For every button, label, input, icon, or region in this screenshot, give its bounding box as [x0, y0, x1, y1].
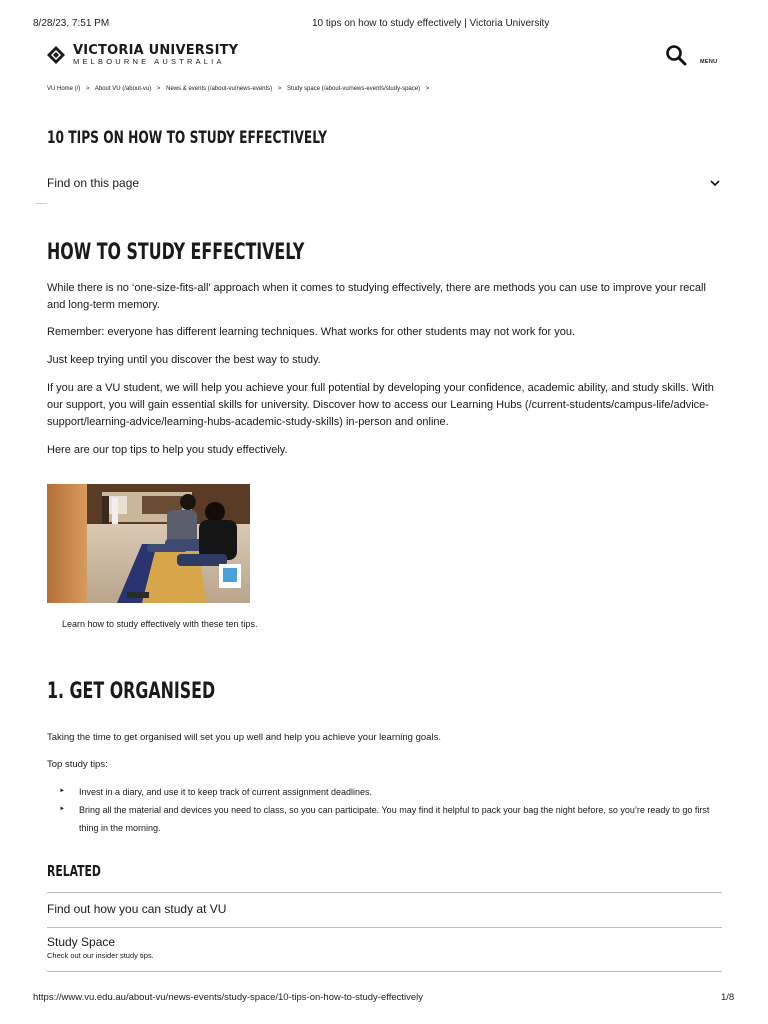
- print-title: 10 tips on how to study effectively | Victoria University: [312, 18, 550, 29]
- logo-subtitle: MELBOURNE AUSTRALIA: [73, 57, 225, 66]
- breadcrumb-separator: >: [277, 86, 282, 92]
- related-heading: RELATED: [47, 862, 101, 880]
- find-on-page-toggle[interactable]: Find on this page: [47, 176, 140, 190]
- get-organised-intro: Taking the time to get organised will set you up well and help you achieve your learning goals.: [47, 732, 441, 743]
- list-item: ‣ Invest in a diary, and use it to keep track of current assignment deadlines.: [47, 783, 727, 801]
- related-link-study-at-vu[interactable]: Find out how you can study at VU: [47, 902, 227, 916]
- paragraph-learning-hubs: If you are a VU student, we will help you achieve your full potential by developing your confidence, academic ability, and study skills. With our support, you will gain essential skills for university. Discover how to access our Learning Hubs (/current-students/campus-life/advice-support/learning-advice/learning-hubs-academic-study-skills) in-person and online.: [47, 382, 714, 428]
- intro-paragraph: While there is no ‘one-size-fits-all’ approach when it comes to studying effectively, there are methods you can use to improve your recall and long-term memory.: [47, 282, 706, 311]
- breadcrumb-home[interactable]: VU Home (/): [47, 86, 81, 92]
- breadcrumb: [47, 86, 433, 92]
- breadcrumb-separator: >: [156, 86, 161, 92]
- paragraph-top-tips: Here are our top tips to help you study effectively.: [47, 444, 288, 456]
- divider: [47, 892, 722, 893]
- breadcrumb-study-space[interactable]: Study space (/about-vu/news-events/study-space): [287, 86, 421, 92]
- breadcrumb-news-events[interactable]: News & events (/about-vu/news-events): [166, 86, 273, 92]
- search-icon[interactable]: [665, 44, 687, 66]
- paragraph-remember: Remember: everyone has different learning techniques. What works for other students may not work for you.: [47, 326, 576, 338]
- divider: [47, 927, 722, 928]
- logo-title: VICTORIA UNIVERSITY: [73, 43, 239, 58]
- breadcrumb-separator: >: [425, 86, 430, 92]
- print-page-number: 1/8: [721, 992, 735, 1003]
- paragraph-keep-trying: Just keep trying until you discover the best way to study.: [47, 354, 321, 366]
- list-item: ‣ Bring all the material and devices you need to class, so you can participate. You may find it helpful to pack your bag the night before, so you’re ready to go first thing in the morning.: [47, 801, 727, 837]
- related-link-subtitle: Check out our insider study tips.: [47, 951, 154, 960]
- section-heading-get-organised: 1. GET ORGANISED: [47, 679, 216, 704]
- divider: [47, 971, 722, 972]
- image-caption: Learn how to study effectively with these ten tips.: [62, 619, 258, 629]
- vu-diamond-icon: [47, 46, 65, 64]
- print-datetime: 8/28/23, 7:51 PM: [33, 18, 110, 29]
- breadcrumb-about-vu[interactable]: About VU (/about-vu): [94, 86, 152, 92]
- page-title: 10 TIPS ON HOW TO STUDY EFFECTIVELY: [47, 128, 328, 148]
- site-logo[interactable]: [47, 44, 238, 66]
- students-studying-photo: [47, 484, 250, 603]
- divider: [36, 203, 47, 204]
- chevron-down-icon[interactable]: [708, 178, 722, 188]
- menu-button[interactable]: MENU: [700, 59, 718, 65]
- breadcrumb-separator: >: [86, 86, 90, 92]
- related-link-study-space[interactable]: Study Space: [47, 935, 116, 949]
- study-tips-list: [47, 783, 727, 837]
- print-url: https://www.vu.edu.au/about-vu/news-events/study-space/10-tips-on-how-to-study-effectively: [33, 992, 424, 1003]
- section-heading-how-to-study: HOW TO STUDY EFFECTIVELY: [47, 240, 305, 265]
- top-study-tips-label: Top study tips:: [47, 759, 108, 770]
